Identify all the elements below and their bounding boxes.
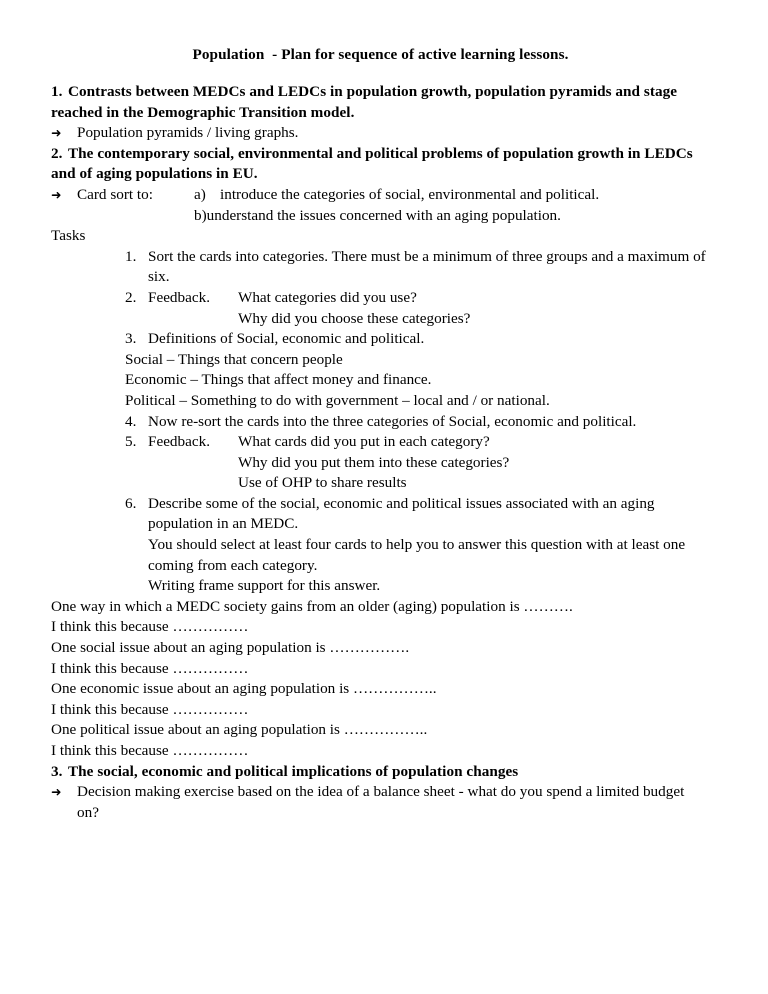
task-question-5-3: Use of OHP to share results: [238, 474, 407, 492]
writing-frame-line-5: One economic issue about an aging population is ……………..: [51, 680, 437, 698]
writing-frame-line-7: One political issue about an aging population is ……………..: [51, 721, 428, 739]
card-sort-text-a: introduce the categories of social, environmental and political.: [220, 185, 600, 203]
section-heading-text-2: The contemporary social, environmental and political problems of population growth in LEDCs and of aging populations in EU.: [51, 144, 693, 183]
card-sort-marker-a: a): [194, 185, 206, 203]
task-question-2-2: Why did you choose these categories?: [238, 309, 471, 327]
writing-frame-line-8: I think this because ……………: [51, 742, 249, 759]
section-heading-text-3: The social, economic and political implications of population changes: [68, 762, 519, 780]
card-sort-label: Card sort to:: [77, 185, 153, 203]
arrow-bullet-icon: ➜: [51, 784, 62, 800]
card-sort-block: [77, 185, 710, 206]
task-item-3: [51, 329, 710, 350]
task-number-6: 6.: [125, 494, 137, 512]
writing-frame-line-4: I think this because ……………: [51, 659, 249, 677]
task-text-6: Describe some of the social, economic and political issues associated with an aging population in an MEDC.: [148, 494, 655, 533]
tasks-label: Tasks: [51, 227, 86, 245]
bullet-text-population-pyramids: Population pyramids / living graphs.: [77, 124, 299, 142]
task-item-1: [51, 247, 710, 288]
writing-frame-line-3: One social issue about an aging population is …………….: [51, 639, 410, 657]
task-number-5: 5.: [125, 433, 137, 451]
task-extra-6-1: You should select at least four cards to help you to answer this question with at least one coming from each category.: [148, 536, 686, 574]
tasks-list: [51, 247, 710, 597]
task-text-4: Now re-sort the cards into the three categories of Social, economic and political.: [148, 412, 637, 430]
task-item-2: [51, 288, 710, 329]
task-body-6: [148, 494, 710, 597]
section-heading-2: [51, 144, 710, 185]
task-question-2-1: What categories did you use?: [238, 288, 417, 306]
arrow-bullet-icon: ➜: [51, 186, 62, 202]
task-item-5: [51, 432, 710, 494]
writing-frame-line-6: I think this because ……………: [51, 700, 249, 718]
task-number-1: 1.: [125, 247, 137, 265]
section-number-1: 1.: [51, 83, 63, 100]
task-question-5-1: What cards did you put in each category?: [238, 433, 490, 451]
definition-economic: Economic – Things that affect money and finance.: [125, 371, 432, 389]
definition-political: Political – Something to do with government – local and / or national.: [125, 391, 550, 409]
section-number-2: 2.: [51, 144, 63, 162]
card-sort-marker-b: b): [194, 206, 207, 224]
task-body-2: [148, 288, 710, 329]
section-number-3: 3.: [51, 762, 63, 780]
task-extra-6-2: Writing frame support for this answer.: [148, 577, 381, 595]
section-heading-3: [51, 762, 710, 783]
page-title: Population - Plan for sequence of active learning lessons.: [192, 46, 569, 63]
writing-frame-line-2: I think this because ……………: [51, 618, 249, 636]
definition-social: Social – Things that concern people: [125, 350, 343, 368]
arrow-bullet-icon: ➜: [51, 125, 62, 141]
task-text-1: Sort the cards into categories. There must be a minimum of three groups and a maximum of six.: [148, 247, 706, 286]
task-feedback-label-2: Feedback.: [148, 288, 210, 306]
bullet-item-decision-making: [51, 782, 710, 823]
task-number-4: 4.: [125, 412, 137, 430]
section-heading-1: [51, 82, 710, 123]
writing-frame-line-1: One way in which a MEDC society gains from an older (aging) population is ……….: [51, 597, 573, 615]
task-number-3: 3.: [125, 330, 137, 348]
bullet-item-card-sort: [51, 185, 710, 206]
task-number-2: 2.: [125, 288, 137, 306]
task-item-4: [51, 412, 710, 433]
card-sort-line-b: [194, 206, 710, 227]
task-text-3: Definitions of Social, economic and political.: [148, 330, 425, 348]
section-heading-text-1: Contrasts between MEDCs and LEDCs in population growth, population pyramids and stage reached in the Demographic Transition model.: [51, 83, 678, 121]
task-item-6: [51, 494, 710, 597]
task-feedback-label-5: Feedback.: [148, 433, 210, 451]
card-sort-text-b: understand the issues concerned with an aging population.: [206, 206, 561, 224]
bullet-text-decision-making: Decision making exercise based on the idea of a balance sheet - what do you spend a limited budget on?: [77, 783, 685, 821]
task-question-5-2: Why did you put them into these categories?: [238, 453, 510, 471]
bullet-item-population-pyramids: [51, 123, 710, 144]
task-body-5: [148, 432, 710, 494]
